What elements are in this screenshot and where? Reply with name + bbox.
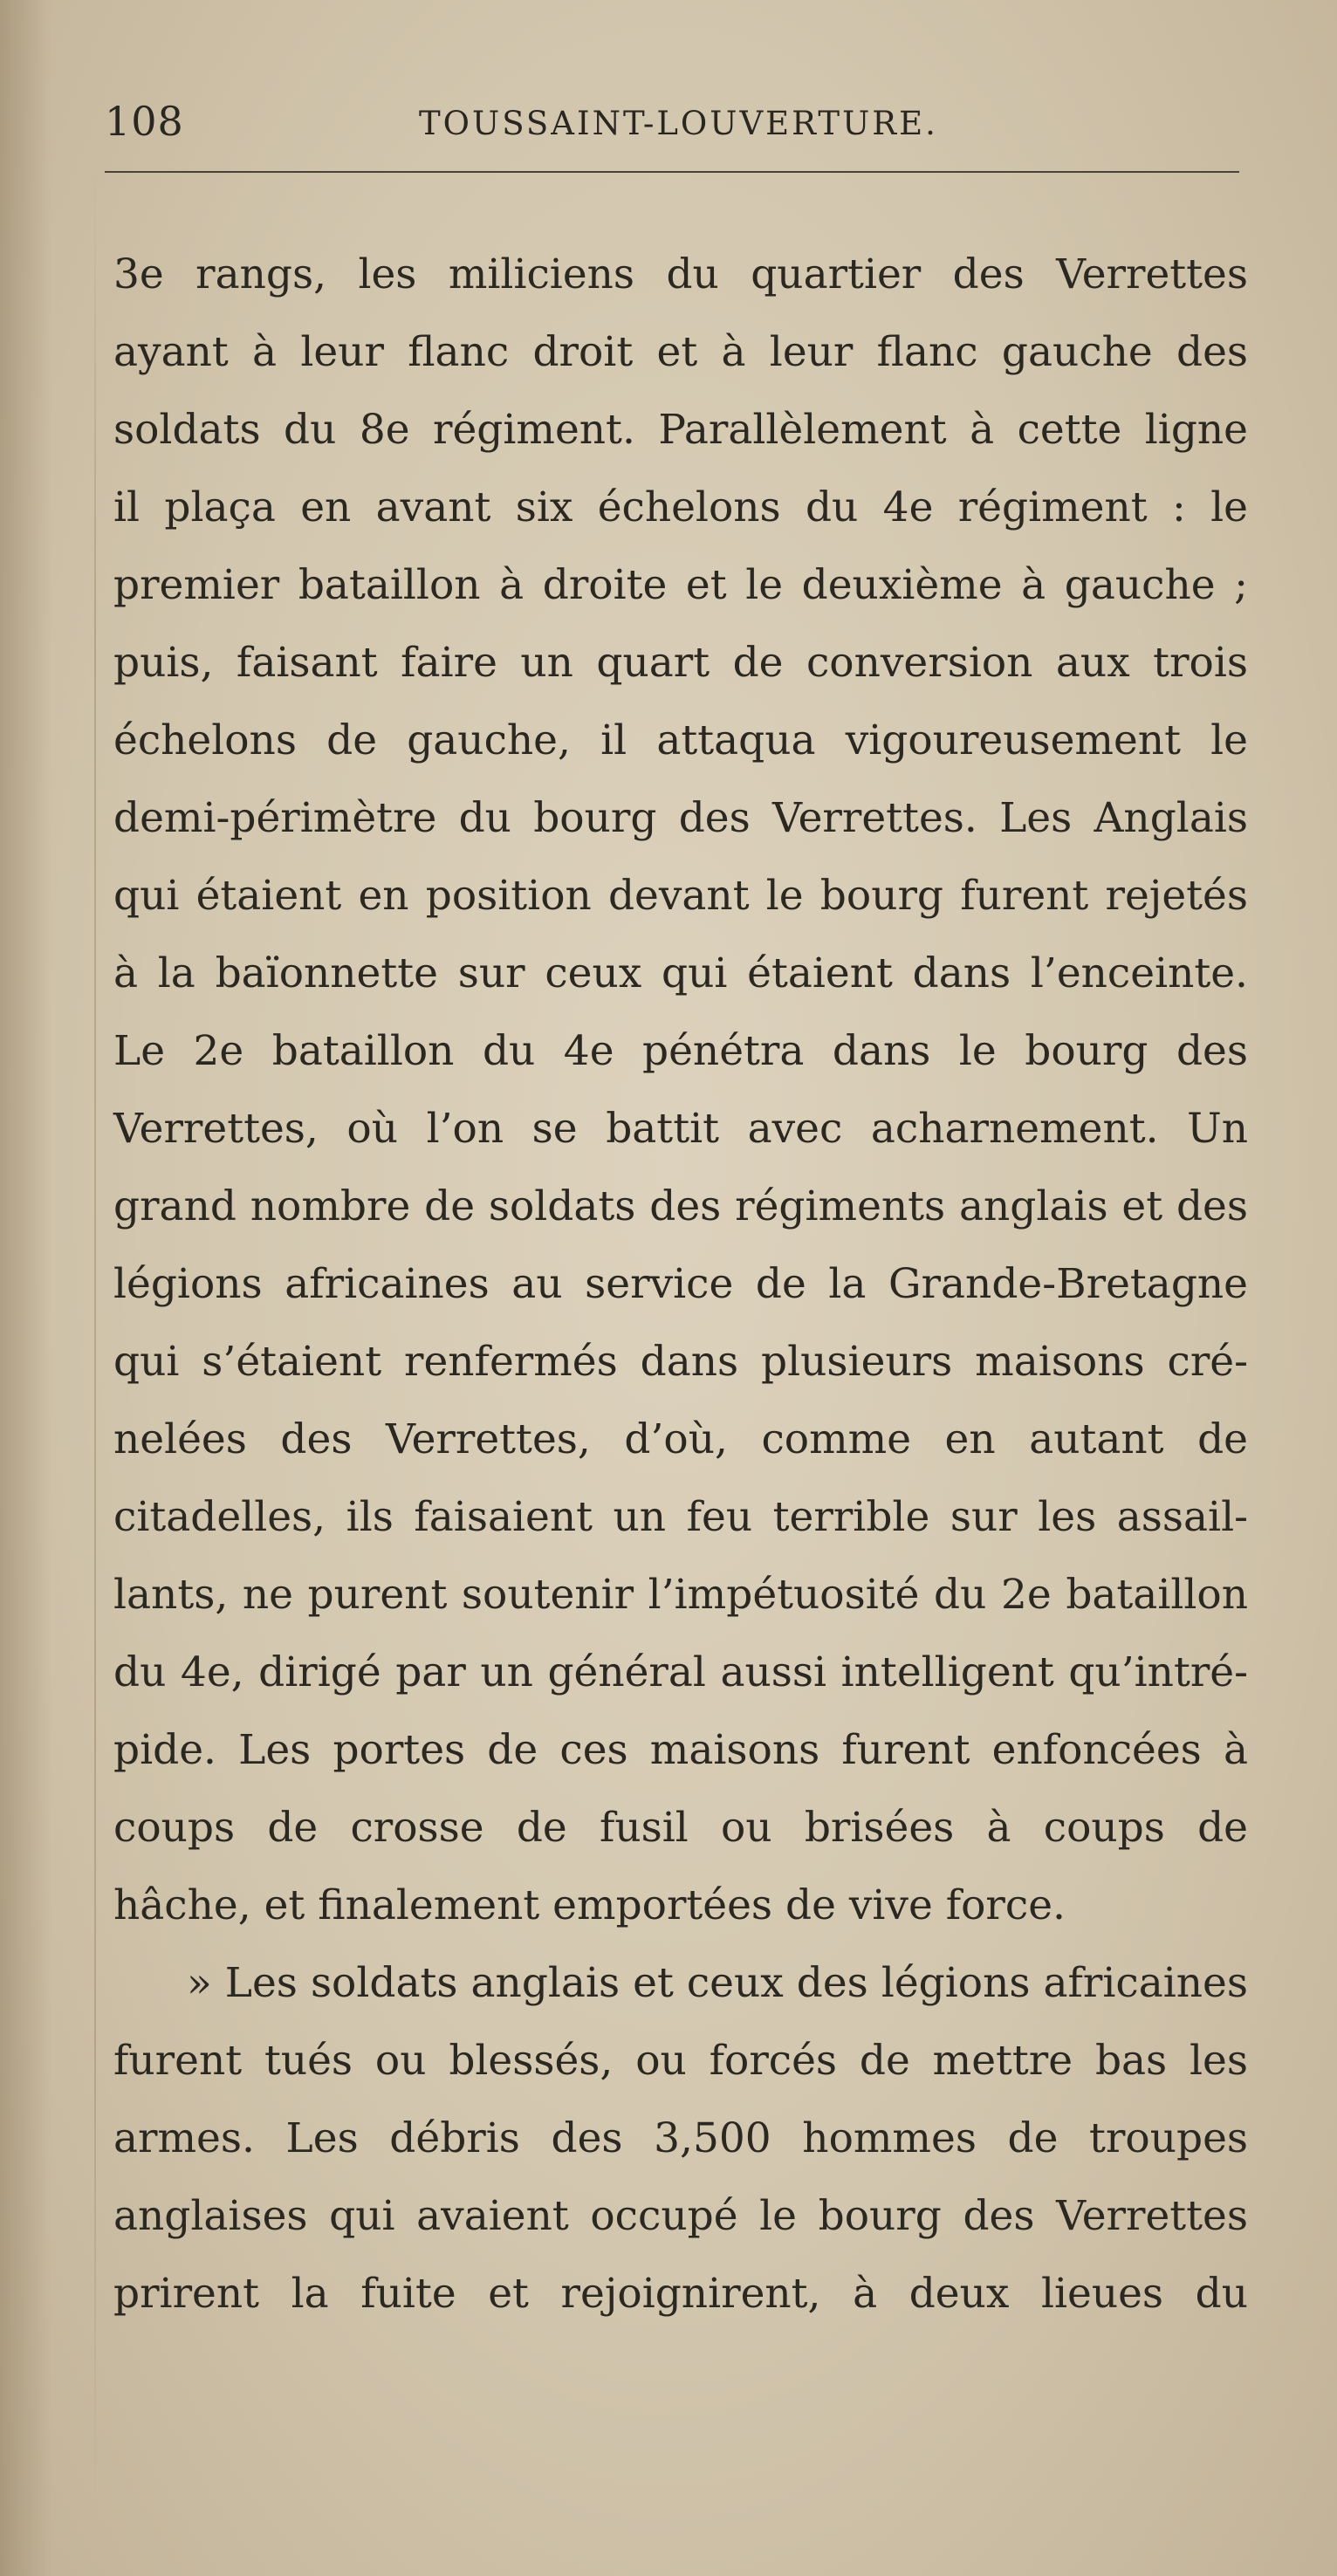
- text-line: qui s’étaient renfermés dans plusieurs maisons cré-: [113, 1338, 1248, 1386]
- text-line: il plaça en avant six échelons du 4e régiment : le: [113, 483, 1248, 531]
- text-line: nelées des Verrettes, d’où, comme en autant de: [113, 1415, 1248, 1463]
- text-line: lants, ne purent soutenir l’impétuosité du 2e bataillon: [113, 1571, 1248, 1619]
- text-line: légions africaines au service de la Grande-Bretagne: [113, 1260, 1248, 1308]
- text-line: premier bataillon à droite et le deuxième à gauche ;: [113, 561, 1248, 609]
- text-line: puis, faisant faire un quart de conversion aux trois: [113, 639, 1248, 687]
- running-title: TOUSSAINT-LOUVERTURE.: [419, 105, 938, 142]
- text-line: soldats du 8e régiment. Parallèlement à cette ligne: [113, 406, 1248, 454]
- text-line: échelons de gauche, il attaqua vigoureusement le: [113, 716, 1248, 764]
- text-line: demi-périmètre du bourg des Verrettes. Les Anglais: [113, 794, 1248, 842]
- text-line: anglaises qui avaient occupé le bourg des Verrettes: [113, 2192, 1248, 2240]
- text-line: armes. Les débris des 3,500 hommes de troupes: [113, 2114, 1248, 2162]
- text-line: ayant à leur flanc droit et à leur flanc gauche des: [113, 328, 1248, 376]
- header-rule: [105, 171, 1239, 173]
- text-line: coups de crosse de fusil ou brisées à coups de: [113, 1804, 1248, 1852]
- paragraph-end-line: hâche, et finalement emportées de vive force.: [113, 1881, 1066, 1929]
- text-line: pide. Les portes de ces maisons furent enfoncées à: [113, 1726, 1248, 1774]
- running-header: [105, 98, 1257, 150]
- text-line: furent tués ou blessés, ou forcés de mettre bas les: [113, 2037, 1248, 2085]
- text-line: du 4e, dirigé par un général aussi intelligent qu’intré-: [113, 1648, 1248, 1696]
- text-line: 3e rangs, les miliciens du quartier des Verrettes: [113, 250, 1248, 298]
- text-line: à la baïonnette sur ceux qui étaient dans l’enceinte.: [113, 949, 1248, 997]
- text-line: citadelles, ils faisaient un feu terrible sur les assail-: [113, 1493, 1248, 1541]
- body-text: [113, 236, 1248, 2333]
- text-line: grand nombre de soldats des régiments anglais et des: [113, 1182, 1248, 1230]
- text-line: qui étaient en position devant le bourg furent rejetés: [113, 872, 1248, 920]
- paragraph-start-line: » Les soldats anglais et ceux des légions africaines: [187, 1959, 1248, 2007]
- text-line: prirent la fuite et rejoignirent, à deux lieues du: [113, 2270, 1248, 2318]
- spine-shadow: [0, 0, 52, 2576]
- page-fold-mark: [94, 157, 96, 2513]
- page-number: 108: [105, 98, 184, 145]
- text-line: Verrettes, où l’on se battit avec acharnement. Un: [113, 1105, 1248, 1153]
- text-line: Le 2e bataillon du 4e pénétra dans le bourg des: [113, 1027, 1248, 1075]
